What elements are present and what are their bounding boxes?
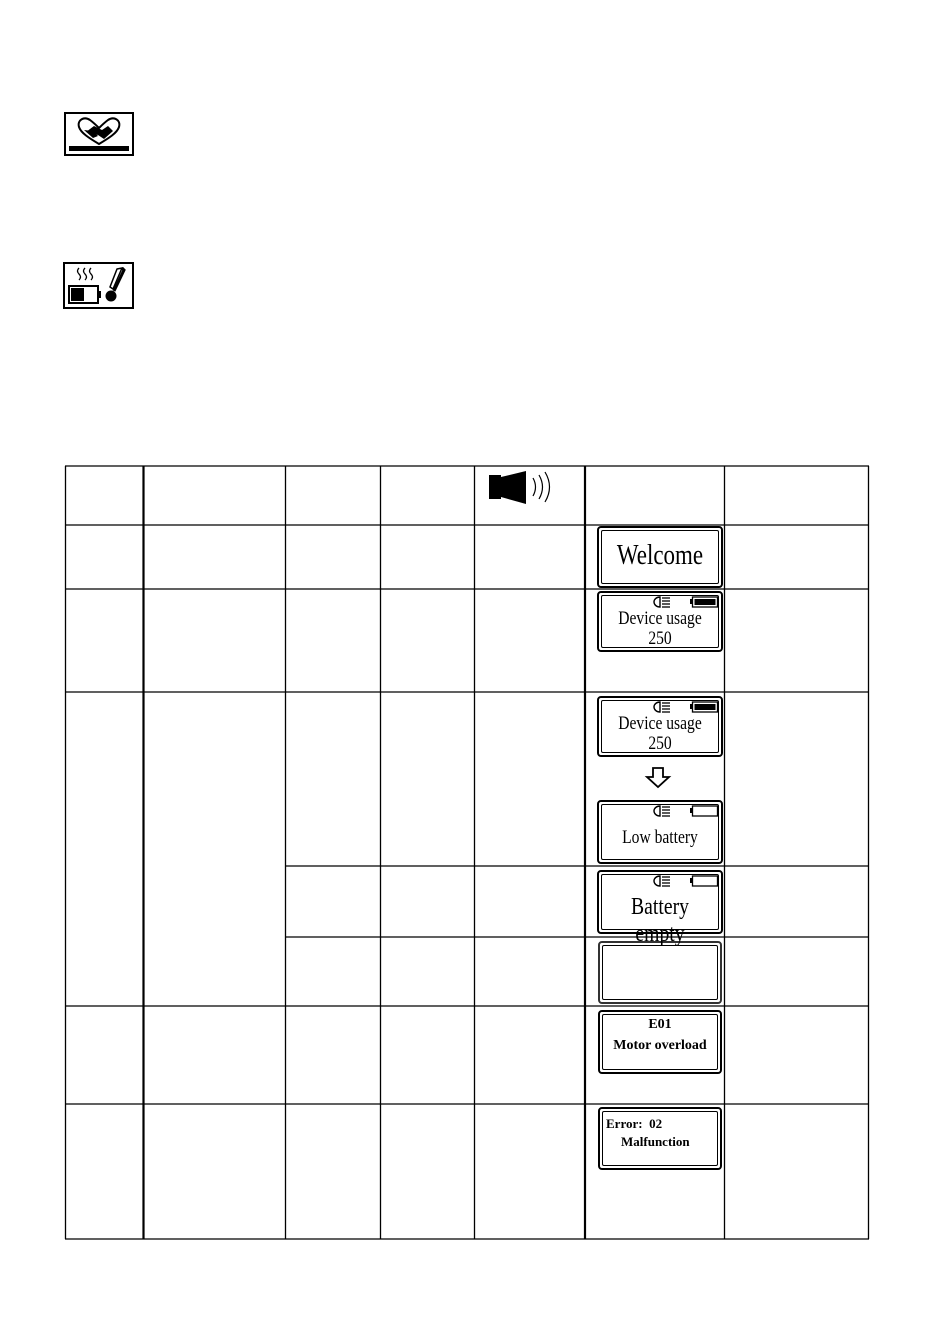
display-line: 250: [648, 628, 672, 649]
lcd-display-battery-empty: [597, 870, 723, 947]
lcd-display-low-battery: [597, 800, 723, 864]
battery-full-icon: [689, 701, 719, 713]
lcd-display-usage: [597, 696, 723, 757]
lcd-display-error-02: [598, 1107, 722, 1170]
display-line: Error: 02: [606, 1116, 663, 1131]
down-arrow-icon: [647, 768, 669, 787]
display-line: Welcome: [616, 540, 704, 571]
display-line: Battery empty: [631, 894, 689, 947]
display-line: Malfunction: [621, 1134, 690, 1149]
headlight-icon: [651, 805, 671, 817]
lcd-display-usage: [597, 591, 723, 652]
display-line: Motor overload: [613, 1038, 707, 1053]
lcd-display-blank: [598, 941, 722, 1004]
headlight-icon: [651, 596, 671, 608]
battery-empty-icon: [689, 875, 719, 887]
display-line: Device usage: [618, 608, 702, 629]
speaker-sound-icon: [489, 471, 550, 504]
headlight-icon: [651, 701, 671, 713]
display-line: E01: [648, 1017, 672, 1032]
display-line: Low battery: [622, 827, 698, 848]
battery-empty-icon: [689, 805, 719, 817]
lcd-display-error-e01: [598, 1010, 722, 1074]
headlight-icon: [651, 875, 671, 887]
display-line: 250: [648, 733, 672, 754]
battery-full-icon: [689, 596, 719, 608]
display-line: Device usage: [618, 713, 702, 734]
lcd-display-welcome: [597, 526, 723, 588]
